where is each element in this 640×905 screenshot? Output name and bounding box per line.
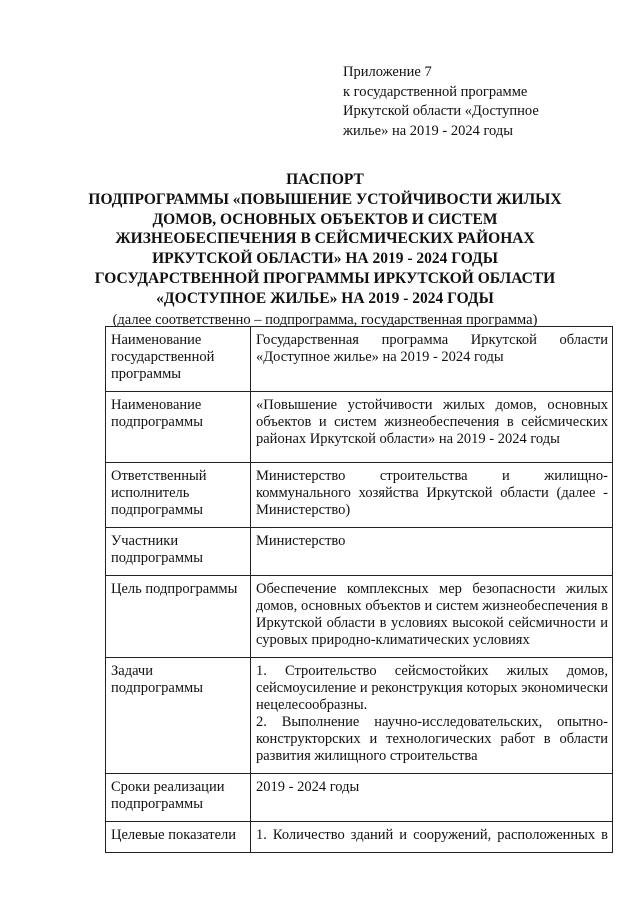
- title-line: «ДОСТУПНОЕ ЖИЛЬЕ» НА 2019 - 2024 ГОДЫ: [156, 289, 494, 307]
- table-row: [106, 392, 613, 463]
- appendix-line: к государственной программе: [343, 83, 528, 100]
- title-line: ПОДПРОГРАММЫ «ПОВЫШЕНИЕ УСТОЙЧИВОСТИ ЖИЛЫХ: [88, 190, 562, 208]
- row-label: Участники подпрограммы: [106, 528, 251, 576]
- row-value: 1. Количество зданий и сооружений, расположенных в: [251, 822, 613, 853]
- appendix-line: Иркутской области «Доступное: [343, 103, 539, 119]
- table-row: [106, 822, 613, 853]
- row-value: Министерство строительства и жилищно-коммунального хозяйства Иркутской области (далее - Министерство): [251, 463, 613, 528]
- title-line: ПАСПОРТ: [286, 171, 364, 188]
- table-row: [106, 658, 613, 774]
- task-item: 1. Строительство сейсмостойких жилых домов, сейсмоусиление и реконструкция которых экономически нецелесообразны.: [256, 663, 608, 713]
- title-line: ГОСУДАРСТВЕННОЙ ПРОГРАММЫ ИРКУТСКОЙ ОБЛАСТИ: [94, 269, 556, 287]
- table-row: [106, 576, 613, 658]
- row-value: Обеспечение комплексных мер безопасности жилых домов, основных объектов и систем жизнеобеспечения в Иркутской области в условиях высокой сейсмичности и суровых природно-климатических условиях: [251, 576, 613, 658]
- title-note: (далее соответственно – подпрограмма, государственная программа): [112, 311, 538, 328]
- row-label: Целевые показатели: [106, 822, 251, 853]
- title-line: ИРКУТСКОЙ ОБЛАСТИ» НА 2019 - 2024 ГОДЫ: [152, 250, 498, 268]
- row-label: Наименование подпрограммы: [106, 392, 251, 463]
- row-label: Наименование государственной программы: [106, 327, 251, 392]
- passport-table: [105, 326, 613, 853]
- row-label: Ответственный исполнитель подпрограммы: [106, 463, 251, 528]
- row-value-list: [251, 658, 613, 774]
- table-row: [106, 327, 613, 392]
- row-value: Министерство: [251, 528, 613, 576]
- row-label: Сроки реализации подпрограммы: [106, 774, 251, 822]
- table-row: [106, 528, 613, 576]
- task-item: 2. Выполнение научно-исследовательских, опытно-конструкторских и технологических работ в области развития жилищного строительства: [256, 714, 608, 764]
- row-value: «Повышение устойчивости жилых домов, основных объектов и систем жизнеобеспечения в сейсмических районах Иркутской области» на 2019 - 2024 годы: [251, 392, 613, 463]
- row-label: Задачи подпрограммы: [106, 658, 251, 774]
- table-row: [106, 463, 613, 528]
- row-value: 2019 - 2024 годы: [251, 774, 613, 822]
- row-value: Государственная программа Иркутской области «Доступное жилье» на 2019 - 2024 годы: [251, 327, 613, 392]
- table-row: [106, 774, 613, 822]
- appendix-line: Приложение 7: [343, 64, 432, 80]
- title-line: ДОМОВ, ОСНОВНЫХ ОБЪЕКТОВ И СИСТЕМ: [152, 210, 498, 228]
- title-line: ЖИЗНЕОБЕСПЕЧЕНИЯ В СЕЙСМИЧЕСКИХ РАЙОНАХ: [115, 230, 535, 248]
- appendix-line: жилье» на 2019 - 2024 годы: [343, 122, 513, 139]
- row-label: Цель подпрограммы: [106, 576, 251, 658]
- document-title: [60, 170, 590, 330]
- appendix-header: [343, 63, 539, 141]
